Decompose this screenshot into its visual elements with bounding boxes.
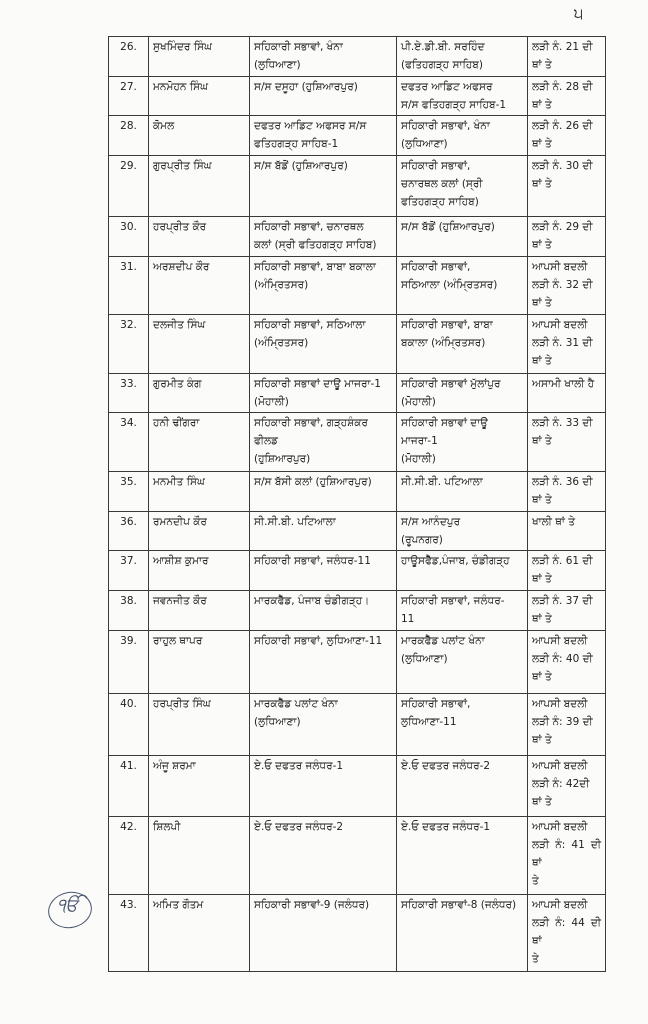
employee-name-cell: ਅੰਜੂ ਸ਼ਰਮਾ: [149, 756, 250, 817]
from-location-cell: ਸਹਿਕਾਰੀ ਸਭਾਵਾਂ, ਲੁਧਿਆਣਾ-11: [250, 630, 397, 693]
employee-name-cell: ਗੁਰਮੀਤ ਕੰਗ: [149, 373, 250, 413]
table-row: [109, 551, 606, 591]
employee-name-cell: ਹਰਪ੍ਰੀਤ ਸਿੰਘ: [149, 693, 250, 756]
employee-name-cell: ਹਰਪ੍ਰੀਤ ਕੌਰ: [149, 216, 250, 256]
table-row: [109, 511, 606, 551]
table-row: [109, 413, 606, 472]
employee-name-cell: ਹਨੀ ਢੀਂਗਰਾ: [149, 413, 250, 472]
employee-name-cell: ਦਲਜੀਤ ਸਿੰਘ: [149, 315, 250, 374]
table-row: [109, 591, 606, 631]
to-location-cell: ਸਹਿਕਾਰੀ ਸਭਾਵਾਂ-8 (ਜਲੰਧਰ): [397, 894, 528, 972]
from-location-cell: ਮਾਰਕਫੈੱਡ, ਪੰਜਾਬ ਚੰਡੀਗੜ੍ਹ।: [250, 591, 397, 631]
remarks-cell: ਅਸਾਮੀ ਖਾਲੀ ਹੈ: [528, 373, 606, 413]
table-row: [109, 373, 606, 413]
employee-name-cell: ਮਨਮੋਹਨ ਸਿੰਘ: [149, 76, 250, 116]
to-location-cell: ਏ.ਓ ਦਫਤਰ ਜਲੰਧਰ-1: [397, 817, 528, 894]
page-number: ੫: [574, 4, 584, 23]
serial-number-cell: 42.: [109, 817, 149, 894]
to-location-cell: ਸਹਿਕਾਰੀ ਸਭਾਵਾਂ, ਲੁਧਿਆਣਾ-11: [397, 693, 528, 756]
table-row: [109, 817, 606, 894]
to-location-cell: ਸਹਿਕਾਰੀ ਸਭਾਵਾਂ, ਸਠਿਆਲਾ (ਅੰਮ੍ਰਿਤਸਰ): [397, 256, 528, 315]
from-location-cell: ਦਫਤਰ ਆਡਿਟ ਅਫਸਰ ਸ/ਸ ਫਤਿਹਗੜ੍ਹ ਸਾਹਿਬ-1: [250, 116, 397, 156]
from-location-cell: ਸੀ.ਸੀ.ਬੀ. ਪਟਿਆਲਾ: [250, 511, 397, 551]
table-row: [109, 693, 606, 756]
from-location-cell: ਸਹਿਕਾਰੀ ਸਭਾਵਾਂ, ਚਨਾਰਥਲ ਕਲਾਂ (ਸ੍ਰੀ ਫਤਿਹਗੜ੍ਹ ਸਾਹਿਬ): [250, 216, 397, 256]
serial-number-cell: 39.: [109, 630, 149, 693]
serial-number-cell: 36.: [109, 511, 149, 551]
remarks-cell: ਲੜੀ ਨੰ. 61 ਦੀ ਥਾਂ ਤੇ: [528, 551, 606, 591]
table-row: [109, 630, 606, 693]
remarks-cell: ਆਪਸੀ ਬਦਲੀ ਲੜੀ ਨੰ. 31 ਦੀ ਥਾਂ ਤੇ: [528, 315, 606, 374]
to-location-cell: ਸ/ਸ ਬੱਡੋਂ (ਹੁਸ਼ਿਆਰਪੁਰ): [397, 216, 528, 256]
remarks-cell: ਆਪਸੀ ਬਦਲੀ ਲੜੀ ਨੰ. 32 ਦੀ ਥਾਂ ਤੇ: [528, 256, 606, 315]
to-location-cell: ਸਹਿਕਾਰੀ ਸਭਾਵਾਂ, ਬਾਬਾ ਬਕਾਲਾ (ਅੰਮ੍ਰਿਤਸਰ): [397, 315, 528, 374]
from-location-cell: ਸਹਿਕਾਰੀ ਸਭਾਵਾਂ, ਜਲੰਧਰ-11: [250, 551, 397, 591]
to-location-cell: ਸਹਿਕਾਰੀ ਸਭਾਵਾਂ ਮੁੱਲਾਂਪੁਰ (ਮੋਹਾਲੀ): [397, 373, 528, 413]
remarks-cell: ਆਪਸੀ ਬਦਲੀ ਲੜੀ ਨੰ: 40 ਦੀ ਥਾਂ ਤੇ: [528, 630, 606, 693]
serial-number-cell: 32.: [109, 315, 149, 374]
from-location-cell: ਸ/ਸ ਦਸੂਹਾ (ਹੁਸ਼ਿਆਰਪੁਰ): [250, 76, 397, 116]
from-location-cell: ਏ.ਓ ਦਫਤਰ ਜਲੰਧਰ-2: [250, 817, 397, 894]
serial-number-cell: 27.: [109, 76, 149, 116]
from-location-cell: ਸਹਿਕਾਰੀ ਸਭਾਵਾਂ, ਖੰਨਾ (ਲੁਧਿਆਣਾ): [250, 37, 397, 77]
remarks-cell: ਲੜੀ ਨੰ. 29 ਦੀ ਥਾਂ ਤੇ: [528, 216, 606, 256]
employee-name-cell: ਰਮਨਦੀਪ ਕੌਰ: [149, 511, 250, 551]
to-location-cell: ਸਹਿਕਾਰੀ ਸਭਾਵਾਂ ਦਾਊ ਮਾਜਰਾ-1 (ਮੋਹਾਲੀ): [397, 413, 528, 472]
serial-number-cell: 30.: [109, 216, 149, 256]
employee-name-cell: ਕੋਮਲ: [149, 116, 250, 156]
employee-name-cell: ਜਵਨਜੀਤ ਕੌਰ: [149, 591, 250, 631]
table-row: [109, 256, 606, 315]
table-row: [109, 472, 606, 512]
remarks-cell: ਆਪਸੀ ਬਦਲੀ ਲੜੀ ਨੰ: 39 ਦੀ ਥਾਂ ਤੇ: [528, 693, 606, 756]
from-location-cell: ਸਹਿਕਾਰੀ ਸਭਾਵਾਂ, ਸਠਿਆਲਾ (ਅੰਮ੍ਰਿਤਸਰ): [250, 315, 397, 374]
remarks-cell: ਲੜੀ ਨੰ. 28 ਦੀ ਥਾਂ ਤੇ: [528, 76, 606, 116]
from-location-cell: ਸ/ਸ ਬੱਡੋਂ (ਹੁਸ਼ਿਆਰਪੁਰ): [250, 156, 397, 217]
initials-handwritten-mark: ੴ: [57, 895, 79, 916]
serial-number-cell: 35.: [109, 472, 149, 512]
from-location-cell: ਏ.ਓ ਦਫਤਰ ਜਲੰਧਰ-1: [250, 756, 397, 817]
table-row: [109, 37, 606, 77]
transfer-table: [108, 36, 606, 972]
to-location-cell: ਦਫਤਰ ਆਡਿਟ ਅਫਸਰ ਸ/ਸ ਫਤਿਹਗੜ੍ਹ ਸਾਹਿਬ-1: [397, 76, 528, 116]
remarks-cell: ਆਪਸੀ ਬਦਲੀ ਲੜੀ ਨੰ: 44 ਦੀ ਥਾਂ ਤੇ: [528, 894, 606, 972]
employee-name-cell: ਗੁਰਪ੍ਰੀਤ ਸਿੰਘ: [149, 156, 250, 217]
to-location-cell: ਏ.ਓ ਦਫਤਰ ਜਲੰਧਰ-2: [397, 756, 528, 817]
employee-name-cell: ਆਸ਼ੀਸ਼ ਕੁਮਾਰ: [149, 551, 250, 591]
serial-number-cell: 34.: [109, 413, 149, 472]
employee-name-cell: ਰਾਹੁਲ ਥਾਪਰ: [149, 630, 250, 693]
table-row: [109, 116, 606, 156]
table-row: [109, 756, 606, 817]
from-location-cell: ਸਹਿਕਾਰੀ ਸਭਾਵਾਂ-9 (ਜਲੰਧਰ): [250, 894, 397, 972]
to-location-cell: ਹਾਊਸਫੈੱਡ,ਪੰਜਾਬ, ਚੰਡੀਗੜ੍ਹ: [397, 551, 528, 591]
remarks-cell: ਲੜੀ ਨੰ. 26 ਦੀ ਥਾਂ ਤੇ: [528, 116, 606, 156]
remarks-cell: ਲੜੀ ਨੰ. 33 ਦੀ ਥਾਂ ਤੇ: [528, 413, 606, 472]
table-row: [109, 156, 606, 217]
employee-name-cell: ਅਰਸ਼ਦੀਪ ਕੌਰ: [149, 256, 250, 315]
remarks-cell: ਲੜੀ ਨੰ. 21 ਦੀ ਥਾਂ ਤੇ: [528, 37, 606, 77]
from-location-cell: ਮਾਰਕਫੈੱਡ ਪਲਾਂਟ ਖੰਨਾ (ਲੁਧਿਆਣਾ): [250, 693, 397, 756]
employee-name-cell: ਸ਼ਿਲਪੀ: [149, 817, 250, 894]
table-row: [109, 894, 606, 972]
to-location-cell: ਪੀ.ਏ.ਡੀ.ਬੀ. ਸਰਹਿੰਦ (ਫਤਿਹਗੜ੍ਹ ਸਾਹਿਬ): [397, 37, 528, 77]
from-location-cell: ਸਹਿਕਾਰੀ ਸਭਾਵਾਂ ਦਾਊ ਮਾਜਰਾ-1 (ਮੋਹਾਲੀ): [250, 373, 397, 413]
from-location-cell: ਸਹਿਕਾਰੀ ਸਭਾਵਾਂ, ਬਾਬਾ ਬਕਾਲਾ (ਅੰਮ੍ਰਿਤਸਰ): [250, 256, 397, 315]
serial-number-cell: 40.: [109, 693, 149, 756]
serial-number-cell: 37.: [109, 551, 149, 591]
serial-number-cell: 43.: [109, 894, 149, 972]
serial-number-cell: 38.: [109, 591, 149, 631]
to-location-cell: ਸਹਿਕਾਰੀ ਸਭਾਵਾਂ, ਜਲੰਧਰ- 11: [397, 591, 528, 631]
serial-number-cell: 41.: [109, 756, 149, 817]
to-location-cell: ਸੀ.ਸੀ.ਬੀ. ਪਟਿਆਲਾ: [397, 472, 528, 512]
remarks-cell: ਆਪਸੀ ਬਦਲੀ ਲੜੀ ਨੰ: 41 ਦੀ ਥਾਂ ਤੇ: [528, 817, 606, 894]
employee-name-cell: ਮਨਮੀਤ ਸਿੰਘ: [149, 472, 250, 512]
serial-number-cell: 33.: [109, 373, 149, 413]
table-row: [109, 76, 606, 116]
serial-number-cell: 29.: [109, 156, 149, 217]
table-row: [109, 315, 606, 374]
employee-name-cell: ਅਮਿਤ ਗੌਤਮ: [149, 894, 250, 972]
to-location-cell: ਸ/ਸ ਆਨੰਦਪੁਰ (ਰੂਪਨਗਰ): [397, 511, 528, 551]
from-location-cell: ਸ/ਸ ਬੱਸੀ ਕਲਾਂ (ਹੁਸ਼ਿਆਰਪੁਰ): [250, 472, 397, 512]
remarks-cell: ਆਪਸੀ ਬਦਲੀ ਲੜੀ ਨੰ: 42ਦੀ ਥਾਂ ਤੇ: [528, 756, 606, 817]
serial-number-cell: 31.: [109, 256, 149, 315]
table-row: [109, 216, 606, 256]
remarks-cell: ਲੜੀ ਨੰ. 37 ਦੀ ਥਾਂ ਤੇ: [528, 591, 606, 631]
to-location-cell: ਸਹਿਕਾਰੀ ਸਭਾਵਾਂ, ਖੰਨਾ (ਲੁਧਿਆਣਾ): [397, 116, 528, 156]
to-location-cell: ਸਹਿਕਾਰੀ ਸਭਾਵਾਂ, ਚਨਾਰਥਲ ਕਲਾਂ (ਸ੍ਰੀ ਫਤਿਹਗੜ੍ਹ ਸਾਹਿਬ): [397, 156, 528, 217]
employee-name-cell: ਸੁਖਮਿੰਦਰ ਸਿੰਘ: [149, 37, 250, 77]
from-location-cell: ਸਹਿਕਾਰੀ ਸਭਾਵਾਂ, ਗੜ੍ਹਸ਼ੰਕਰ ਫੀਲਡ (ਹੁਸ਼ਿਆਰਪੁਰ): [250, 413, 397, 472]
serial-number-cell: 26.: [109, 37, 149, 77]
remarks-cell: ਲੜੀ ਨੰ. 30 ਦੀ ਥਾਂ ਤੇ: [528, 156, 606, 217]
remarks-cell: ਖਾਲੀ ਥਾਂ ਤੇ: [528, 511, 606, 551]
remarks-cell: ਲੜੀ ਨੰ. 36 ਦੀ ਥਾਂ ਤੇ: [528, 472, 606, 512]
serial-number-cell: 28.: [109, 116, 149, 156]
to-location-cell: ਮਾਰਕਫੈੱਡ ਪਲਾਂਟ ਖੰਨਾ (ਲੁਧਿਆਣਾ): [397, 630, 528, 693]
